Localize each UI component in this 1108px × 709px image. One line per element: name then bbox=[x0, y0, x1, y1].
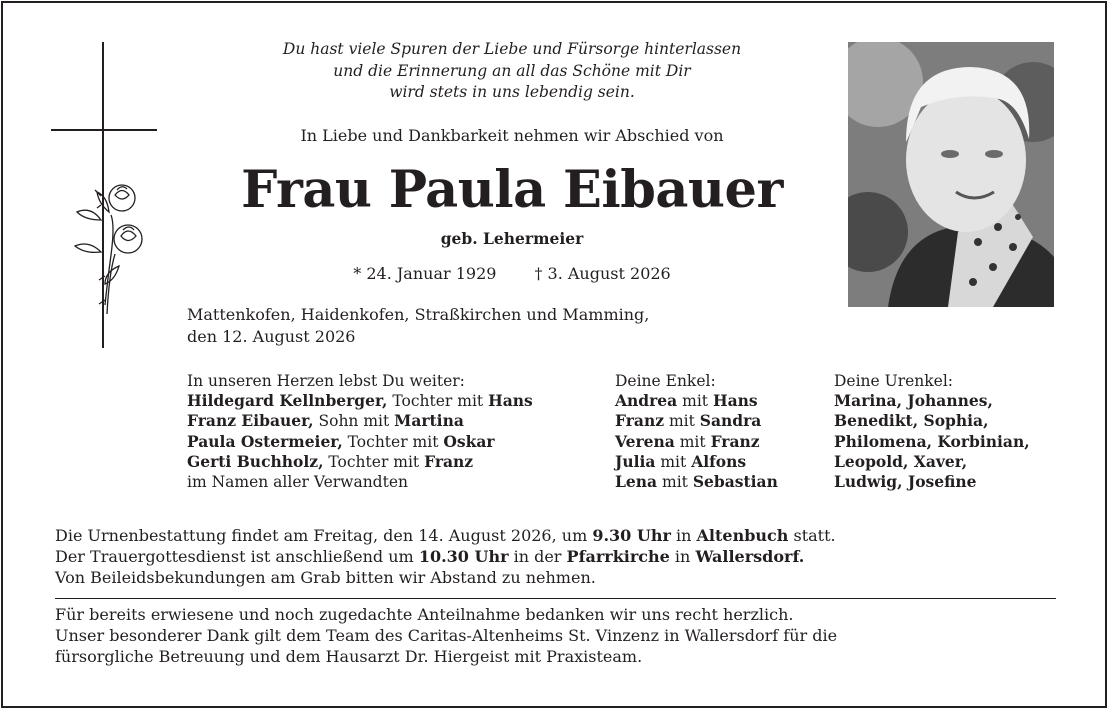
cross-with-roses-icon bbox=[45, 40, 165, 352]
thanks-line: fürsorgliche Betreuung und dem Hausarzt Dr. Hiergeist mit Praxisteam. bbox=[55, 647, 643, 666]
birth-date: * 24. Januar 1929 bbox=[353, 264, 497, 283]
thanks-text bbox=[55, 604, 837, 667]
list-item: Benedikt, Sophia, bbox=[834, 411, 989, 431]
list-item: Verena mit Franz bbox=[615, 431, 760, 451]
column-heading: Deine Urenkel: bbox=[834, 372, 954, 390]
birth-name: geb. Lehermeier bbox=[440, 229, 584, 248]
death-date: † 3. August 2026 bbox=[534, 264, 671, 283]
list-item: Hildegard Kellnberger, Tochter mit Hans bbox=[187, 391, 533, 411]
poem-line: und die Erinnerung an all das Schöne mit Dir bbox=[333, 61, 691, 80]
list-item: Lena mit Sebastian bbox=[615, 472, 778, 492]
mass-line: Der Trauergottesdienst ist anschließend um 10.30 Uhr in der Pfarrkirche in Wallersdorf. bbox=[55, 547, 805, 566]
place-date bbox=[187, 304, 649, 347]
list-item: Marina, Johannes, bbox=[834, 391, 993, 411]
list-item: Gerti Buchholz, Tochter mit Franz bbox=[187, 451, 474, 471]
funeral-info bbox=[55, 525, 836, 588]
poem-line: Du hast viele Spuren der Liebe und Fürsorge hinterlassen bbox=[282, 40, 742, 58]
portrait-photo bbox=[848, 42, 1054, 307]
list-item: Julia mit Alfons bbox=[615, 451, 747, 471]
thanks-line: Unser besonderer Dank gilt dem Team des Caritas-Altenheims St. Vinzenz in Wallersdorf für die bbox=[55, 626, 838, 645]
life-dates bbox=[212, 264, 812, 283]
great-grandchildren-column bbox=[834, 371, 1030, 492]
place-line: Mattenkofen, Haidenkofen, Straßkirchen und Mamming, bbox=[187, 305, 650, 324]
intro-text: In Liebe und Dankbarkeit nehmen wir Abschied von bbox=[300, 126, 724, 145]
funeral-line: Die Urnenbestattung findet am Freitag, den 14. August 2026, um 9.30 Uhr in Altenbuch statt. bbox=[55, 526, 836, 545]
list-item: Ludwig, Josefine bbox=[834, 472, 977, 492]
list-item: Franz mit Sandra bbox=[615, 411, 762, 431]
thanks-line: Für bereits erwiesene und noch zugedachte Anteilnahme bedanken wir uns recht herzlich. bbox=[55, 605, 794, 624]
list-item: Philomena, Korbinian, bbox=[834, 431, 1030, 451]
list-item: Leopold, Xaver, bbox=[834, 451, 968, 471]
divider bbox=[55, 598, 1056, 599]
date-line: den 12. August 2026 bbox=[187, 326, 356, 346]
condolence-line: Von Beileidsbekundungen am Grab bitten wir Abstand zu nehmen. bbox=[55, 568, 596, 587]
grandchildren-column bbox=[615, 371, 778, 492]
poem bbox=[212, 39, 812, 104]
poem-line: wird stets in uns lebendig sein. bbox=[389, 83, 635, 101]
column-heading: Deine Enkel: bbox=[615, 372, 716, 390]
list-item: Franz Eibauer, Sohn mit Martina bbox=[187, 411, 464, 431]
deceased-name: Frau Paula Eibauer bbox=[241, 160, 783, 220]
column-heading: In unseren Herzen lebst Du weiter: bbox=[187, 372, 465, 390]
list-item: Paula Ostermeier, Tochter mit Oskar bbox=[187, 431, 495, 451]
list-item: Andrea mit Hans bbox=[615, 391, 758, 411]
children-column bbox=[187, 371, 533, 492]
list-footer: im Namen aller Verwandten bbox=[187, 473, 408, 492]
